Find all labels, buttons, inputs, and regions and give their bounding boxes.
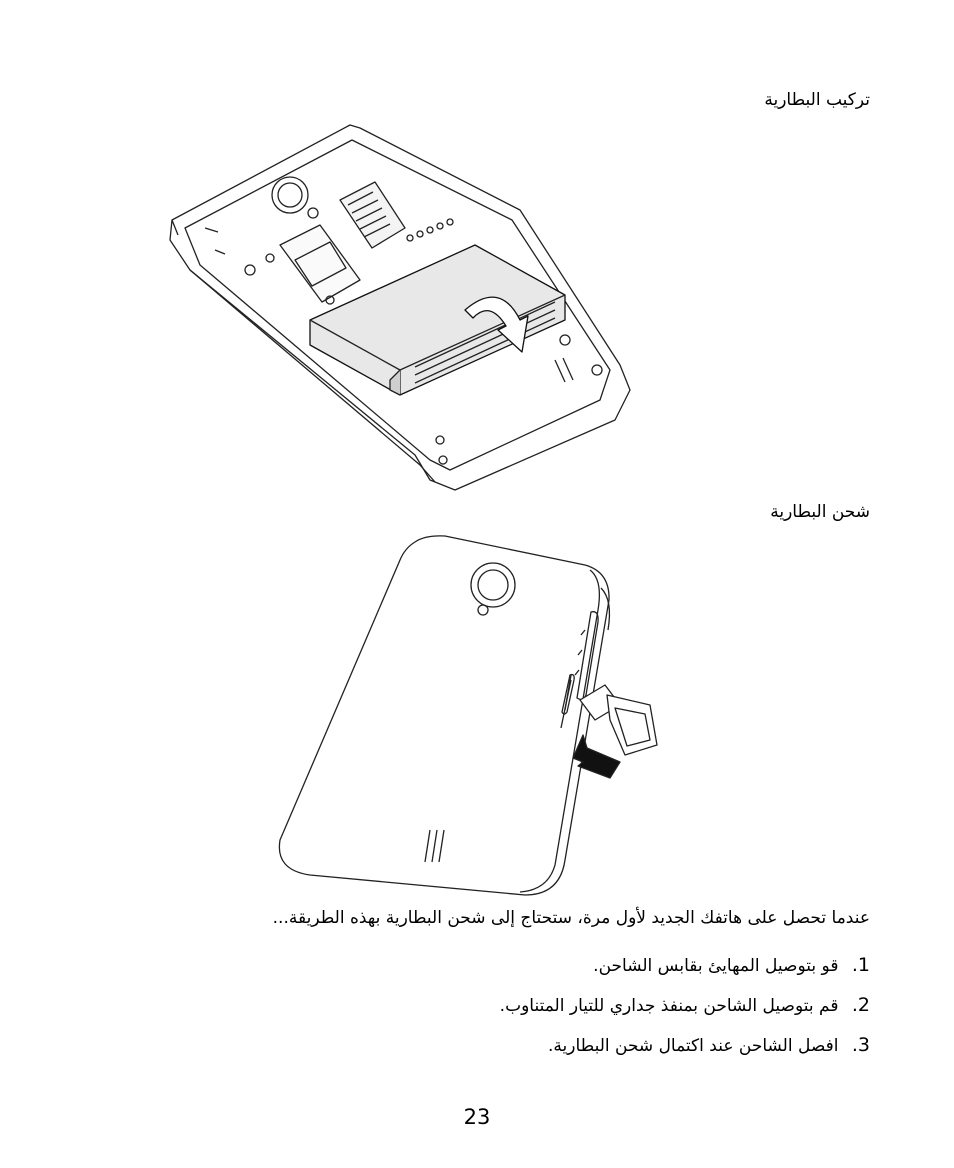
list-item <box>500 950 870 990</box>
battery-install-illustration <box>160 120 640 500</box>
step-text: افصل الشاحن عند اكتمال شحن البطارية. <box>547 1036 839 1056</box>
list-item <box>500 990 870 1030</box>
battery-charging-illustration <box>265 530 675 905</box>
charge-battery-heading: شحن البطارية <box>770 502 870 522</box>
step-text: قو بتوصيل المهايئ بقابس الشاحن. <box>593 956 839 976</box>
install-battery-heading: تركيب البطارية <box>764 90 870 110</box>
step-number: 1. <box>851 954 870 976</box>
charging-steps-list <box>500 950 870 1070</box>
charging-intro-text: عندما تحصل على هاتفك الجديد لأول مرة، ستحتاج إلى شحن البطارية بهذه الطريقة... <box>272 908 870 928</box>
step-number: 2. <box>851 994 870 1016</box>
page-number: 23 <box>463 1105 491 1129</box>
list-item <box>500 1030 870 1070</box>
step-number: 3. <box>851 1034 870 1056</box>
step-text: قم بتوصيل الشاحن بمنفذ جداري للتيار المتناوب. <box>499 996 839 1016</box>
